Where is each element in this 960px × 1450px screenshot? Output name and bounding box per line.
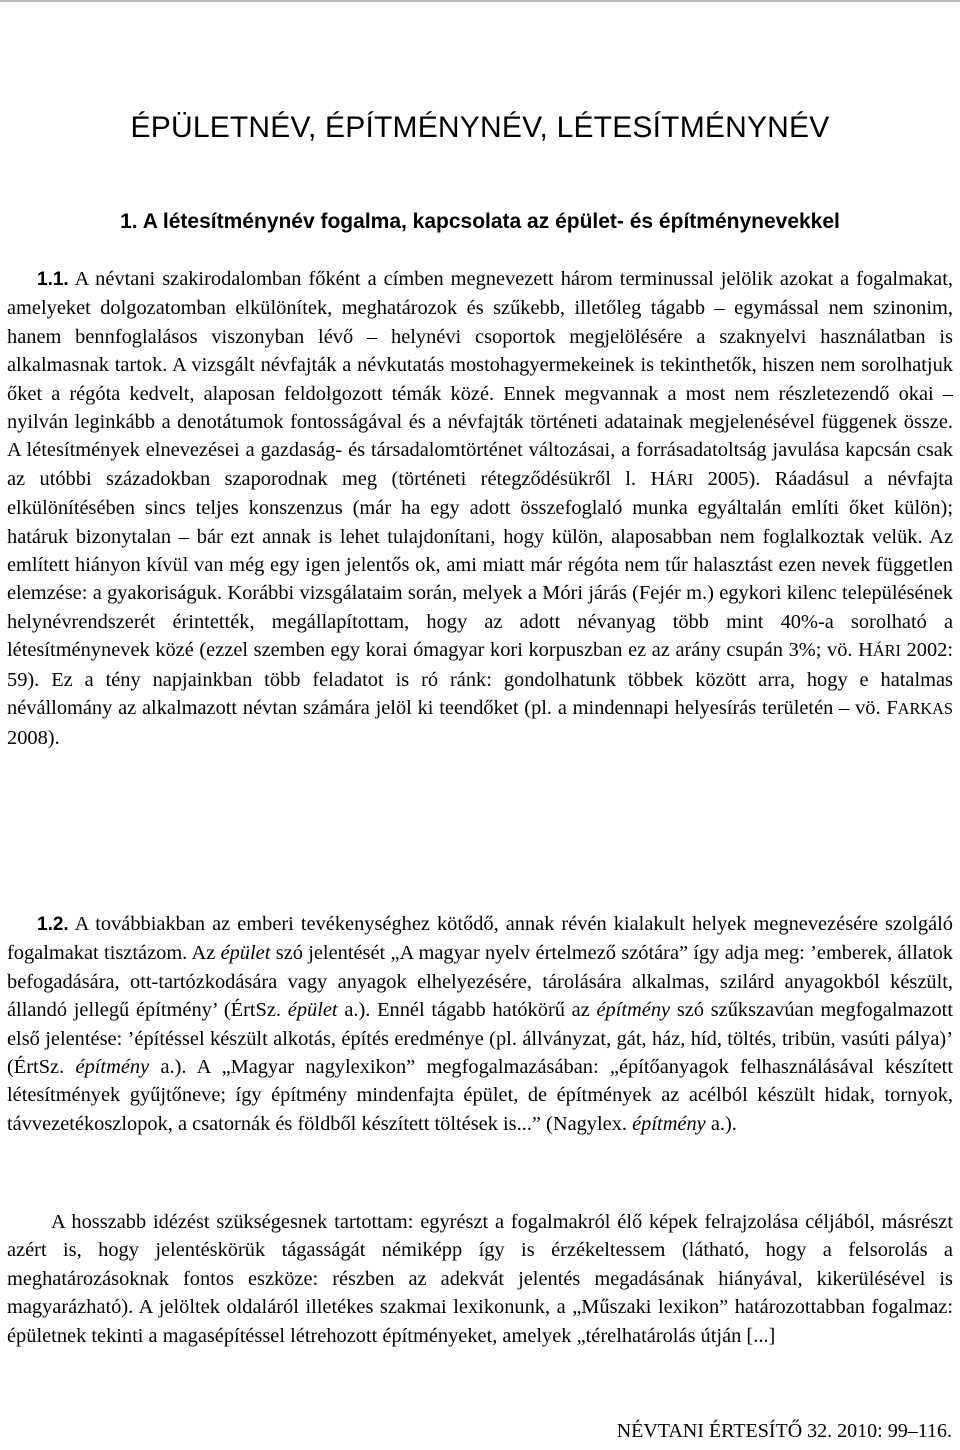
paragraph-text: A névtani szakirodalomban főként a címben megnevezett három terminussal jelölik azokat a fogalmakat, amelyeket dolgozatomban elkülönítek, meghatározok és szűkebb, illetőleg tágabb – egymással nem szinonim, hanem bennfoglalásos viszonyban lévő – helynévi csoportok megjelölésére a szaknyelvi használatban is alkalmasnak tartok. A vizsgált névfajták a névkutatás mostohagyermekeinek is tekinthetők, hiszen nem sorolhatjuk őket a régóta kedvelt, alaposan feldolgozott témák közé. Ennek megvannak a most nem részletezendő okai – nyilván leginkább a denotátumok fontosságával és a névfajták történeti adatainak megjelenésével függenek össze. A létesítmények elnevezései a gazdaság- és társadalomtörténet változásai, a forrásadatoltság javulása kapcsán csak az utóbbi századokban szaporodnak meg (történeti rétegződésükről l. H	[7, 268, 953, 490]
small-caps-author: ÁRI	[872, 641, 901, 661]
document-title: ÉPÜLETNÉV, ÉPÍTMÉNYNÉV, LÉTESÍTMÉNYNÉV	[130, 111, 830, 144]
paragraph-text: 2008).	[7, 726, 60, 749]
paragraph-3	[7, 1208, 953, 1350]
paragraph-text: a.). A „Magyar nagylexikon” megfogalmazásában: „építőanyagok felhasználásával készített létesítmények gyűjtőneve; így építmény mindenfajta épület, de építmények az acélból készült hidak, tornyok, távvezetékoszlopok, a csatornák és földből készített töltések is...” (Nagylex.	[7, 1056, 953, 1135]
small-caps-author: ARKAS	[897, 699, 953, 719]
small-caps-author: ÁRI	[665, 469, 694, 489]
top-rule	[0, 0, 960, 2]
paragraph-text: 2002: 59). Ez a tény napjainkban több feladatot is ró ránk: gondolhatunk többek között arra, hogy e hatalmas névállomány az alkalmazott névtan számára jelöl ki teendőket (pl. a mindennapi helyesírás területén – vö. F	[7, 639, 953, 720]
journal-footer: NÉVTANI ÉRTESÍTŐ 32. 2010: 99–116.	[616, 1420, 952, 1442]
paragraph-text: a.). Ennél tágabb hatókörű az	[337, 999, 597, 1022]
section-heading: 1. A létesítménynév fogalma, kapcsolata az épület- és építménynevekkel	[120, 210, 840, 233]
italic-term: épület	[220, 942, 271, 965]
paragraph-text: 2005). Ráadásul a névfajta elkülönítésében sincs teljes konszenzus (már ha egy adott összefoglaló munka egyáltalán említi őket külön); határuk bizonytalan – bár ezt annak is lehet tulajdonítani, hogy külön, alaposabban nem foglalkoztak velük. Az említett hiányon kívül van még egy igen jelentős ok, ami miatt már régóta nem tűr halasztást ezen nevek független elemzése: a gyakoriságuk. Korábbi vizsgálataim során, melyek a Móri járás (Fejér m.) egykori kilenc településének helynévrendszerét érintették, megállapítottam, hogy az adott névanyag több mint 40%-a sorolható a létesítménynevek közé (ezzel szemben egy korai ómagyar kori korpuszban ez az arány csupán 3%; vö. H	[7, 467, 953, 662]
paragraph-text: szó jelentését „A magyar nyelv értelmező szótára” így adja meg: ’emberek, állatok befogadására, ott-tartózkodására vagy anyagok elhelyezésére, tárolására alkalmas, szilárd anyagokból készült, állandó jellegű építmény’ (ÉrtSz.	[7, 942, 953, 1022]
italic-term: épület	[287, 999, 338, 1022]
italic-term: építmény	[596, 999, 671, 1022]
italic-term: építmény	[75, 1056, 150, 1079]
paragraph-number: 1.2.	[37, 914, 69, 935]
paragraph-1	[7, 265, 953, 752]
paragraph-2	[7, 910, 953, 1138]
paragraph-text: A továbbiakban az emberi tevékenységhez kötődő, annak révén kialakult helyek megnevezésére szolgáló fogalmakat tisztázom. Az	[7, 913, 953, 965]
paragraph-text: A hosszabb idézést szükségesnek tartottam: egyrészt a fogalmakról élő képek felrajzolása céljából, másrészt azért is, hogy jelentéskörük tágasságát némiképp így is érzékeltessem (látható, hogy a felsorolás a meghatározásoknak fontos eszköze: részben az adekvát jelentés megadásának hiányával, kikerülésével is magyarázható). A jelöltek oldaláról illetékes szakmai lexikonunk, a „Műszaki lexikon” határozottabban fogalmaz: épületnek tekinti a magasépítéssel létrehozott építményeket, amelyek „térelhatárolás útján [...]	[7, 1211, 953, 1347]
paragraph-text: a.).	[705, 1112, 737, 1135]
italic-term: építmény	[632, 1112, 706, 1135]
paragraph-number: 1.1.	[37, 269, 69, 290]
paragraph-text: szó szűkszavúan megfogalmazott első jelentése: ’építéssel készült alkotás, építés eredménye (pl. állványzat, gát, ház, híd, töltés, tribün, vasúti pálya)’ (ÉrtSz.	[7, 999, 953, 1079]
